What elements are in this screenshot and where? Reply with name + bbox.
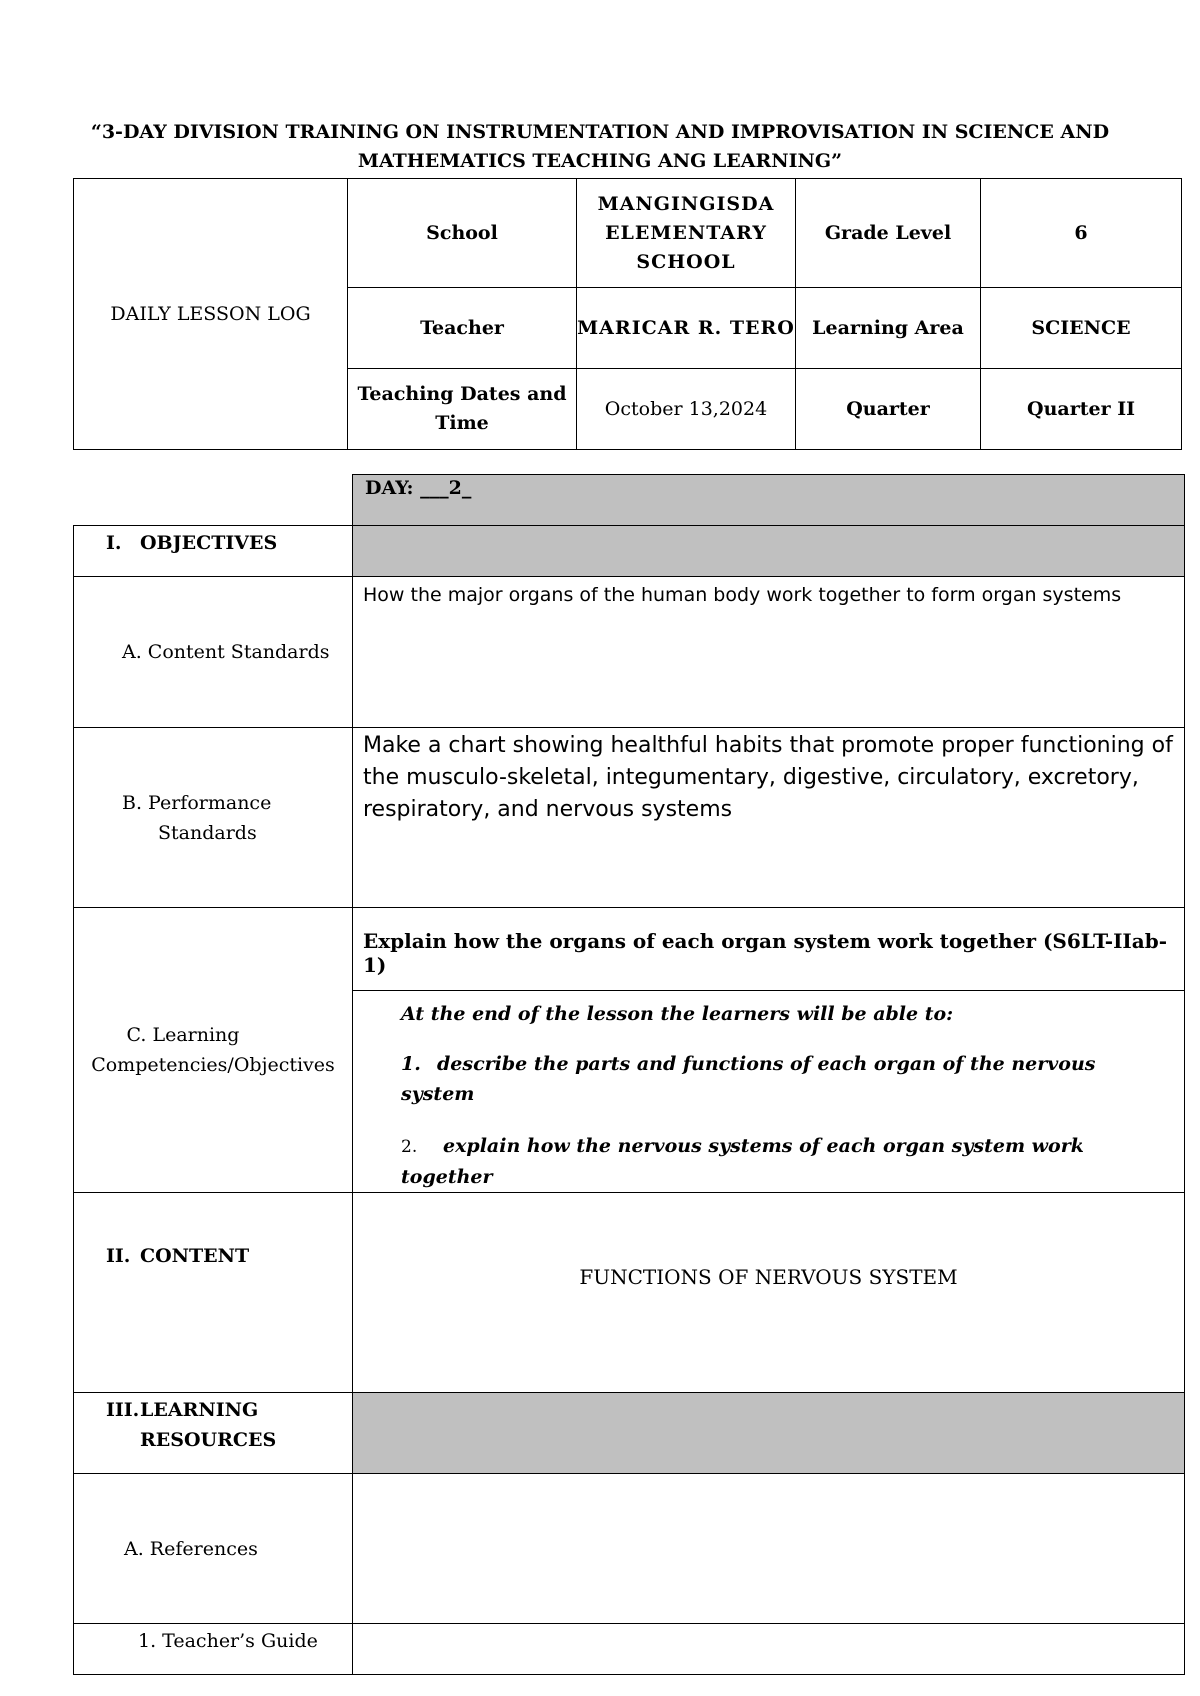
objectives-label: OBJECTIVES	[140, 532, 278, 554]
learning-area-label: Learning Area	[796, 288, 981, 369]
grade-level-label: Grade Level	[796, 179, 981, 288]
performance-standards-label-line2: Standards	[158, 821, 257, 844]
learning-competencies-label-line1: C. Learning	[126, 1024, 240, 1046]
content-label: CONTENT	[140, 1245, 250, 1267]
learning-resources-label-line1: LEARNING	[140, 1399, 259, 1421]
learning-resources-label	[140, 1395, 276, 1455]
references-label: A. References	[74, 1474, 353, 1624]
learning-resources-shaded-cell	[353, 1393, 1185, 1474]
teaching-dates-value: October 13,2024	[577, 369, 796, 450]
learning-competencies-label	[74, 908, 353, 1193]
teacher-label: Teacher	[348, 288, 577, 369]
teachers-guide-label: 1. Teacher’s Guide	[74, 1624, 353, 1675]
school-value: MANGINGISDA ELEMENTARY SCHOOL	[577, 179, 796, 288]
quarter-label: Quarter	[796, 369, 981, 450]
content-standards-label: A. Content Standards	[74, 577, 353, 728]
learning-competency-value: Explain how the organs of each organ system work together (S6LT-IIab-1)	[353, 908, 1185, 991]
performance-standards-value: Make a chart showing healthful habits that promote proper functioning of the musculo-skeletal, integumentary, digestive, circulatory, excretory, respiratory, and nervous systems	[353, 728, 1185, 908]
blank-corner-cell	[74, 475, 353, 526]
teachers-guide-value	[353, 1624, 1185, 1675]
objective-text: describe the parts and functions of each organ of the nervous system	[401, 1053, 1096, 1105]
objective-item	[401, 1049, 1174, 1109]
objective-number: 2.	[401, 1137, 418, 1157]
teaching-dates-label: Teaching Dates and Time	[348, 369, 577, 450]
content-heading	[74, 1193, 353, 1393]
learning-objectives-cell	[353, 991, 1185, 1193]
learning-competencies-label-line2: Competencies/Objectives	[91, 1054, 335, 1076]
day-cell: DAY: ___2_	[353, 475, 1185, 526]
school-label: School	[348, 179, 577, 288]
learning-area-value: SCIENCE	[981, 288, 1182, 369]
content-standards-value: How the major organs of the human body work together to form organ systems	[353, 577, 1185, 728]
objectives-shaded-cell	[353, 526, 1185, 577]
learning-resources-heading	[74, 1393, 353, 1474]
references-value	[353, 1474, 1185, 1624]
objective-text: explain how the nervous systems of each organ system work together	[401, 1135, 1084, 1188]
teacher-value: MARICAR R. TERO	[577, 288, 796, 369]
objective-number: 1.	[401, 1053, 421, 1075]
objective-item	[401, 1131, 1174, 1192]
objectives-number: I.	[106, 532, 122, 554]
objectives-list	[401, 1049, 1174, 1192]
daily-lesson-log-label: DAILY LESSON LOG	[74, 179, 348, 450]
objectives-intro: At the end of the lesson the learners will be able to:	[401, 1003, 954, 1025]
document-title: “3-DAY DIVISION TRAINING ON INSTRUMENTATION AND IMPROVISATION IN SCIENCE AND MATHEMATICS TEACHING ANG LEARNING”	[90, 121, 1110, 172]
lesson-plan-table	[73, 474, 1185, 1675]
lesson-log-header-table	[73, 178, 1182, 450]
content-value: FUNCTIONS OF NERVOUS SYSTEM	[353, 1193, 1185, 1393]
objectives-heading	[74, 526, 353, 577]
learning-resources-number: III.	[106, 1399, 140, 1421]
learning-resources-label-line2: RESOURCES	[140, 1429, 277, 1451]
quarter-value: Quarter II	[981, 369, 1182, 450]
content-number: II.	[106, 1245, 131, 1267]
performance-standards-label-line1: B. Performance	[122, 791, 272, 814]
performance-standards-label	[74, 728, 353, 908]
grade-level-value: 6	[981, 179, 1182, 288]
